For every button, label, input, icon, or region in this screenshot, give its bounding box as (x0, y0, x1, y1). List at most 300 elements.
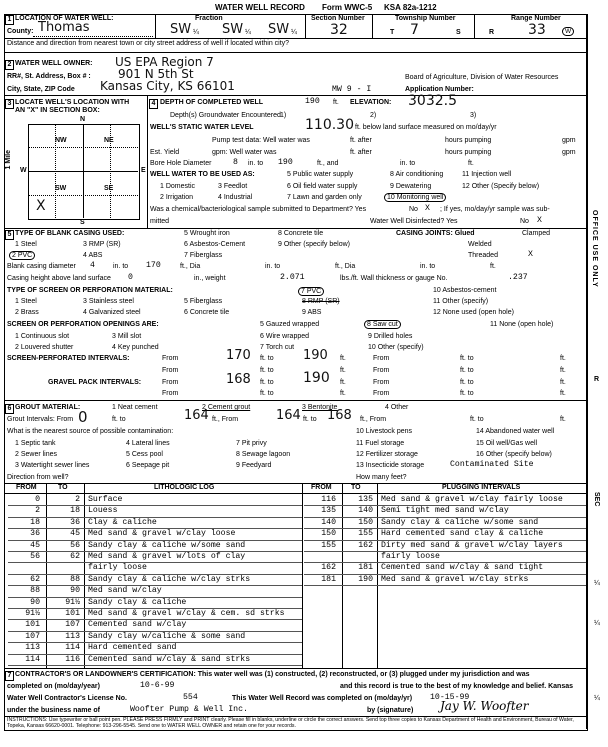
range-r: R (489, 29, 495, 36)
gravel-ft-2: ft. (560, 379, 566, 386)
litho-to-cell: 91½ (65, 597, 80, 607)
casing-diameter-label: Blank casing diameter (7, 263, 76, 270)
casing-steel[interactable]: 1 Steel (15, 241, 37, 248)
fraction-q3[interactable]: SW (268, 22, 290, 37)
opening-none[interactable]: 11 None (open hole) (490, 321, 554, 328)
litho-from-cell: 114 (25, 654, 40, 664)
plugging-intervals-header: PLUGGING INTERVALS (442, 484, 521, 491)
north-label: N (80, 116, 86, 123)
quarter-mark-2: ¼ (245, 29, 251, 36)
use-monitoring-circled[interactable]: 10 Monitoring well (384, 193, 446, 202)
gravel-from-4: From (373, 390, 390, 397)
disinfected-label: Water Well Disinfected? Yes (370, 218, 458, 225)
grout-material-label: GROUT MATERIAL: (15, 404, 81, 411)
casing-abs[interactable]: 4 ABS (83, 252, 103, 259)
address-value[interactable]: 901 N 5th St (118, 67, 194, 81)
plug-desc-cell: Cemented sand w/clay & sand tight (381, 563, 544, 573)
plug-from-cell: 135 (321, 506, 336, 516)
grout-to-value[interactable]: 164 (184, 408, 209, 423)
disinfected-x[interactable]: X (537, 216, 542, 225)
quarter-mark-1: ¼ (193, 29, 199, 36)
margin-quarter-2: ¼ (594, 620, 600, 627)
casing-wrought-iron[interactable]: 5 Wrought iron (184, 230, 230, 237)
gravel-ft-to-3: ft. to (260, 390, 274, 397)
casing-height-label: Casing height above land surface (7, 275, 111, 282)
litho-desc-cell: Cemented sand w/clay (88, 620, 187, 630)
range-label: Range Number (511, 15, 561, 22)
litho-to-cell: 2 (75, 495, 80, 504)
litho-to-cell: 36 (70, 517, 80, 527)
owner-label: WATER WELL OWNER: (15, 60, 93, 67)
casing-in-to-3: in. to (420, 263, 436, 270)
source-oil-gas[interactable]: 15 Oil well/Gas well (476, 440, 538, 447)
board-label: Board of Agriculture, Division of Water Resources (405, 74, 559, 81)
margin-quarter-3: ¼ (594, 695, 600, 702)
litho-desc-cell: Med sand & gravel w/lots of clay (88, 552, 246, 561)
pump-test-label: Pump test data: Well water was (212, 137, 310, 144)
license-number[interactable]: 554 (183, 693, 198, 702)
grout-intervals-label: Grout Intervals: From (7, 416, 74, 423)
source-fertilizer[interactable]: 12 Fertilizer storage (356, 451, 418, 458)
perf-ft-to-1: ft. to (260, 355, 274, 362)
perf-from-3: From (162, 367, 179, 374)
section-number-2: 2 (5, 60, 14, 70)
county-label: County: (7, 28, 34, 35)
static-level-label: WELL'S STATIC WATER LEVEL (150, 124, 254, 131)
mile-label: 1 Mile (5, 150, 12, 170)
gravel-from-2: From (373, 379, 390, 386)
gw-2: 2) (370, 112, 377, 119)
yield-gpm-2: gpm (562, 149, 576, 156)
litho-from-cell: 45 (30, 540, 40, 550)
county-value[interactable]: Thomas (38, 20, 90, 35)
section-number-4: 4 (149, 99, 158, 109)
screen-brass[interactable]: 2 Brass (15, 309, 39, 316)
use-irrigation[interactable]: 2 Irrigation (160, 194, 194, 201)
gravel-ft-to-1: ft. to (260, 379, 274, 386)
plug-to-cell: 135 (358, 495, 373, 504)
casing-gauge[interactable]: .237 (508, 273, 528, 282)
form-number: Form WWC-5 (322, 3, 373, 12)
litho-from-cell: 88 (30, 586, 40, 596)
litho-desc-cell: Sandy clay & caliche w/clay strks (88, 574, 251, 584)
litho-desc-cell: Clay & caliche (88, 517, 157, 527)
plug-from-header: FROM (311, 484, 332, 491)
casing-type-label: TYPE OF BLANK CASING USED: (15, 230, 125, 237)
casing-lbs-label: lbs./ft. Wall thickness or gauge No. (340, 275, 448, 282)
east-west-value: W (565, 28, 572, 35)
elevation-label: ELEVATION: (350, 99, 392, 106)
gravel-pack-label: GRAVEL PACK INTERVALS: (48, 379, 142, 386)
litho-desc-cell: Med sand & gravel w/clay & cem. sd strks (88, 609, 285, 618)
margin-quarter-1: ¼ (594, 580, 600, 587)
use-label: WELL WATER TO BE USED AS: (150, 171, 255, 178)
litho-from-cell: 90 (30, 597, 40, 607)
distance-label: Distance and direction from nearest town or city street address of well if located within city? (7, 40, 290, 47)
opening-drilled[interactable]: 9 Drilled holes (368, 333, 413, 340)
grout-ft-to: ft. to (112, 416, 126, 423)
litho-to-cell: 56 (70, 540, 80, 550)
screen-stainless[interactable]: 3 Stainless steel (83, 298, 134, 305)
litho-from-cell: 91½ (25, 609, 40, 618)
sw-label: SW (55, 185, 67, 192)
screen-concrete[interactable]: 6 Concrete tile (184, 309, 230, 316)
screen-galvanized[interactable]: 4 Galvanized steel (83, 309, 141, 316)
log-from-header: FROM (16, 484, 37, 491)
use-lawn[interactable]: 7 Lawn and garden only (287, 194, 362, 201)
plug-from-cell: 150 (321, 529, 336, 539)
elevation-value[interactable]: 3032.5 (408, 93, 457, 109)
yield-gpm: gpm: Well water was (212, 149, 277, 156)
casing-joints-label: CASING JOINTS: Glued (396, 230, 475, 237)
casing-concrete-tile[interactable]: 8 Concrete tile (278, 230, 324, 237)
litho-from-cell: 113 (25, 643, 40, 653)
source-lateral[interactable]: 4 Lateral lines (126, 440, 170, 447)
plug-from-cell: 181 (321, 574, 336, 584)
form-title: WATER WELL RECORD (215, 3, 305, 12)
section-number-5: 5 (5, 230, 14, 240)
east-west-circle[interactable] (562, 27, 574, 36)
chem-no: No (409, 206, 418, 213)
business-name-label: under the business name of (7, 707, 100, 714)
litho-to-cell: 62 (70, 552, 80, 561)
grout-from-value[interactable]: 0 (78, 408, 88, 426)
grout-cement-grout[interactable]: 2 Cement grout (202, 404, 251, 411)
joints-clamped[interactable]: Clamped (522, 230, 551, 237)
litho-to-cell: 90 (70, 586, 80, 596)
casing-asbestos[interactable]: 6 Asbestos-Cement (184, 241, 246, 248)
margin-r: R (594, 376, 600, 383)
bore-depth[interactable]: 190 (278, 158, 293, 167)
litho-desc-cell: Med sand & gravel w/clay loose (88, 529, 236, 539)
pump-after: ft. after (350, 137, 372, 144)
location-label: LOCATION OF WATER WELL: (15, 15, 114, 22)
opening-saw-cut-circled[interactable]: 8 Saw cut (364, 320, 401, 329)
pump-gpm: gpm (562, 137, 576, 144)
source-septic[interactable]: 1 Septic tank (15, 440, 56, 447)
log-row-divider (8, 562, 302, 563)
plug-to-cell: 140 (358, 506, 373, 516)
plug-to-cell: 162 (358, 540, 373, 550)
plug-from-cell: 116 (321, 495, 336, 504)
section-number-label: Section Number (311, 15, 365, 22)
opening-key-punched[interactable]: 4 Key punched (112, 344, 159, 351)
south-label: S (80, 219, 85, 226)
ksa-reference: KSA 82a-1212 (384, 3, 437, 12)
plug-desc-cell: fairly loose (381, 552, 440, 561)
how-many-feet-label: How many feet? (356, 474, 407, 481)
plug-desc-cell: Med sand & gravel w/clay fairly loose (381, 495, 563, 504)
grout-ft-from: ft., From (212, 416, 239, 423)
completed-date[interactable]: 10-6-99 (140, 681, 175, 690)
owner-value[interactable]: US EPA Region 7 (115, 55, 214, 69)
gw-1: 1) (280, 112, 287, 119)
east-label: E (141, 167, 146, 174)
application-number-label: Application Number: (405, 86, 474, 93)
casing-depth[interactable]: 170 (146, 261, 161, 270)
address-label: RR#, St. Address, Box # : (7, 73, 91, 80)
township-value[interactable]: 7 (410, 22, 419, 38)
litho-from-cell: 107 (25, 631, 40, 641)
yield-label: Est. Yield (150, 149, 180, 156)
plug-from-cell: 155 (321, 540, 336, 550)
township-t: T (390, 29, 395, 36)
true-record-text: and this record is true to the best of my knowledge and belief. Kansas (340, 683, 573, 690)
gravel-ft-to-2: ft. to (460, 379, 474, 386)
grout-ft-from-2: ft., From (360, 416, 387, 423)
source-sewer[interactable]: 2 Sewer lines (15, 451, 58, 458)
instructions-text: INSTRUCTIONS: Use typewriter or ball point pen. PLEASE PRESS FIRMLY and PRINT clearly. Please fill in blanks, underline or circle the correct answers. Send top three copies to Kansas Department of Health and Environment, Bureau of Water, Topeka, Kansas 66620-0001. Telephone: 913-296-5545. Send one to WATER WELL OWNER and retain one for your records. (7, 717, 574, 729)
west-label: W (20, 167, 27, 174)
office-use-label: OFFICE USE ONLY (591, 210, 598, 288)
grout-to-value-2[interactable]: 168 (327, 408, 352, 423)
margin-sec: SEC (593, 492, 600, 507)
use-dewatering[interactable]: 9 Dewatering (390, 183, 432, 190)
perf-from-4: From (373, 367, 390, 374)
perf-ft-1: ft. (340, 355, 346, 362)
bore-ft-2: ft. (468, 160, 474, 167)
opening-continuous[interactable]: 1 Continuous slot (15, 333, 70, 340)
groundwater-label: Depth(s) Groundwater Encountered (170, 112, 281, 119)
litho-desc-cell: Med sand w/clay (88, 586, 162, 596)
use-feedlot[interactable]: 3 Feedlot (218, 183, 248, 190)
source-insecticide[interactable]: 13 Insecticide storage (356, 462, 425, 469)
screen-steel[interactable]: 1 Steel (15, 298, 37, 305)
fraction-q1[interactable]: SW (170, 22, 192, 37)
litho-to-cell: 45 (70, 529, 80, 539)
litho-to-cell: 18 (70, 506, 80, 516)
gravel-to-value[interactable]: 190 (303, 370, 330, 386)
record-completed-date[interactable]: 10-15-99 (430, 693, 470, 702)
litho-desc-cell: Hard cemented sand (88, 643, 177, 653)
casing-ft-dia: ft., Dia (180, 263, 201, 270)
casing-diameter[interactable]: 4 (90, 261, 95, 270)
source-pit-privy[interactable]: 7 Pit privy (236, 440, 267, 447)
section-number-6: 6 (5, 404, 14, 414)
grout-bentonite[interactable]: 3 Bentonite (302, 404, 338, 411)
source-feedyard[interactable]: 9 Feedyard (236, 462, 272, 469)
locate-label: LOCATE WELL'S LOCATION WITH (15, 99, 130, 106)
casing-ft-dia-2: ft., Dia (335, 263, 356, 270)
direction-label: Direction from well? (7, 474, 69, 481)
location-x-mark[interactable]: X (36, 198, 46, 214)
use-industrial[interactable]: 4 Industrial (218, 194, 253, 201)
use-public[interactable]: 5 Public water supply (287, 171, 354, 178)
screen-pvc-circled[interactable]: 7 PVC (298, 287, 324, 296)
bore-ft-and: ft., and (317, 160, 339, 167)
use-other[interactable]: 12 Other (Specify below) (462, 183, 540, 190)
joints-threaded[interactable]: Threaded (468, 252, 498, 259)
disinfected-no: No (520, 218, 529, 225)
plug-to-cell: 150 (358, 517, 373, 527)
litho-from-cell: 101 (25, 620, 40, 630)
lithologic-log-header: LITHOLOGIC LOG (154, 484, 215, 491)
grout-ft-to-2: ft. to (303, 416, 317, 423)
township-s: S (456, 29, 461, 36)
screen-abs[interactable]: 9 ABS (302, 309, 322, 316)
screen-asbestos[interactable]: 10 Asbestos-cement (433, 287, 497, 294)
township-label: Township Number (395, 15, 456, 22)
litho-from-cell: 2 (35, 506, 40, 516)
chem-no-x[interactable]: X (425, 204, 430, 213)
gravel-ft-to-4: ft. to (460, 390, 474, 397)
perf-ft-3: ft. (340, 367, 346, 374)
fraction-label: Fraction (195, 15, 223, 22)
casing-in-to-2: in. to (265, 263, 281, 270)
bore-diameter[interactable]: 8 (233, 158, 238, 167)
static-level-value[interactable]: 110.30 (305, 117, 354, 133)
plug-desc-cell: Dirty med sand & gravel w/clay layers (381, 540, 563, 550)
range-value[interactable]: 33 (528, 22, 546, 38)
log-row-divider (304, 585, 586, 586)
source-livestock[interactable]: 10 Livestock pens (356, 428, 413, 435)
litho-from-cell: 18 (30, 517, 40, 527)
gravel-from-1: From (162, 379, 179, 386)
city-value[interactable]: Kansas City, KS 66101 (100, 79, 235, 93)
perf-from-1: From (162, 355, 179, 362)
perf-ft-to-3: ft. to (260, 367, 274, 374)
grout-from-value-2[interactable]: 164 (276, 408, 301, 423)
opening-mill-slot[interactable]: 3 Mill slot (112, 333, 142, 340)
locate-label-2: AN "X" IN SECTION BOX: (15, 107, 100, 114)
screen-fiberglass[interactable]: 5 Fiberglass (184, 298, 223, 305)
contamination-value[interactable]: Contaminated Site (450, 460, 534, 469)
casing-height[interactable]: 0 (128, 273, 133, 282)
plug-from-cell: 162 (321, 563, 336, 573)
plug-desc-cell: Sandy clay & caliche w/some sand (381, 517, 539, 527)
gravel-ft-4: ft. (560, 390, 566, 397)
source-cess[interactable]: 5 Cess pool (126, 451, 163, 458)
signature-label: by (signature) (367, 707, 414, 714)
gravel-from-value[interactable]: 168 (226, 372, 251, 387)
casing-pvc-circled[interactable]: 2 PVC (9, 251, 35, 260)
gravel-ft-1: ft. (340, 379, 346, 386)
perf-ft-2: ft. (560, 355, 566, 362)
log-to-header: TO (58, 484, 68, 491)
gw-3: 3) (470, 112, 477, 119)
depth-value[interactable]: 190 (305, 97, 320, 106)
static-level-note: ft. below land surface measured on mo/day/yr (355, 124, 497, 131)
record-completed-label: This Water Well Record was completed on (mo/day/yr) (232, 695, 413, 702)
litho-from-cell: 36 (30, 529, 40, 539)
screen-type-label: TYPE OF SCREEN OR PERFORATION MATERIAL: (7, 287, 173, 294)
gravel-ft-3: ft. (340, 390, 346, 397)
perf-from-2: From (373, 355, 390, 362)
license-label: Water Well Contractor's License No. (7, 695, 127, 702)
litho-from-cell: 0 (35, 495, 40, 504)
source-lagoon[interactable]: 8 Sewage lagoon (236, 451, 291, 458)
log-row-divider (8, 665, 302, 666)
openings-label: SCREEN OR PERFORATION OPENINGS ARE: (7, 321, 159, 328)
bore-label: Bore Hole Diameter (150, 160, 212, 167)
perf-to-value[interactable]: 190 (303, 348, 328, 363)
opening-louvered[interactable]: 2 Louvered shutter (15, 344, 74, 351)
depth-ft: ft. (333, 99, 339, 106)
opening-wire[interactable]: 6 Wire wrapped (260, 333, 310, 340)
log-row-divider (304, 551, 586, 552)
joints-welded[interactable]: Welded (468, 241, 492, 248)
chem-sample-label: Was a chemical/bacteriological sample submitted to Department? Yes (150, 206, 367, 213)
source-watertight[interactable]: 3 Watertight sewer lines (15, 462, 90, 469)
contamination-label: What is the nearest source of possible contamination: (7, 428, 174, 435)
joints-threaded-x[interactable]: X (528, 250, 533, 259)
fraction-q2[interactable]: SW (222, 22, 244, 37)
opening-gauzed[interactable]: 5 Gauzed wrapped (260, 321, 320, 328)
litho-desc-cell: Surface (88, 495, 123, 504)
use-domestic[interactable]: 1 Domestic (160, 183, 196, 190)
plug-desc-cell: Semi tight med sand w/clay (381, 506, 509, 516)
depth-label: DEPTH OF COMPLETED WELL (160, 99, 264, 106)
screen-rmp[interactable]: 8 RMP (SR) (302, 298, 340, 305)
grout-ft: ft. (560, 416, 566, 423)
plug-to-cell: 181 (358, 563, 373, 573)
plug-desc-cell: Hard cemented sand clay & caliche (381, 529, 544, 539)
section-number-3: 3 (5, 99, 14, 109)
plug-desc-cell: Med sand & gravel w/clay strks (381, 574, 529, 584)
litho-to-cell: 114 (65, 643, 80, 653)
casing-other[interactable]: 9 Other (specify below) (278, 241, 350, 248)
signature[interactable]: Jay W. Woofter (440, 699, 529, 713)
perf-ft-to-4: ft. to (460, 367, 474, 374)
litho-desc-cell: Sandy clay w/caliche & some sand (88, 631, 246, 641)
completed-label: completed on (mo/day/year) (7, 683, 100, 690)
grout-other[interactable]: 4 Other (385, 404, 409, 411)
use-air-conditioning[interactable]: 8 Air conditioning (390, 171, 444, 178)
use-oil-field[interactable]: 6 Oil field water supply (287, 183, 358, 190)
bore-in-to: in. to (248, 160, 264, 167)
casing-ft-3: ft. (490, 263, 496, 270)
use-injection[interactable]: 11 Injection well (462, 171, 512, 178)
grout-neat-cement[interactable]: 1 Neat cement (112, 404, 158, 411)
quarter-mark-3: ¼ (291, 29, 297, 36)
litho-desc-cell: Louess (88, 506, 118, 516)
casing-weight[interactable]: 2.071 (280, 273, 305, 282)
litho-from-cell: 62 (30, 574, 40, 584)
se-label: SE (104, 185, 114, 192)
litho-to-cell: 88 (70, 574, 80, 584)
litho-desc-cell: Cemented sand w/clay & sand strks (88, 654, 251, 664)
plug-to-cell: 190 (358, 574, 373, 584)
perf-from-value[interactable]: 170 (226, 348, 251, 363)
source-abandoned[interactable]: 14 Abandoned water well (476, 428, 555, 435)
perf-ft-4: ft. (560, 367, 566, 374)
plug-from-cell: 140 (321, 517, 336, 527)
certification-text: CONTRACTOR'S OR LANDOWNER'S CERTIFICATION: This water well was (1) constructed, (2) reconstructed, or (3) plugged under my jurisdiction and was (15, 671, 530, 678)
litho-to-cell: 101 (65, 609, 80, 618)
plug-to-cell: 155 (358, 529, 373, 539)
section-value[interactable]: 32 (330, 22, 348, 38)
pump-hours: hours pumping (445, 137, 492, 144)
plug-to-header: TO (351, 484, 361, 491)
litho-desc-cell: fairly loose (88, 563, 147, 573)
casing-fiberglass[interactable]: 7 Fiberglass (184, 252, 223, 259)
chem-if-yes: ; If yes, mo/day/yr sample was sub- (440, 206, 550, 213)
perforated-intervals-label: SCREEN-PERFORATED INTERVALS: (7, 355, 130, 362)
source-other[interactable]: 16 Other (specify below) (476, 451, 552, 458)
opening-torch[interactable]: 7 Torch cut (260, 344, 295, 351)
screen-other[interactable]: 11 Other (specify) (433, 298, 489, 305)
yield-after: ft. after (350, 149, 372, 156)
source-seepage[interactable]: 6 Seepage pit (126, 462, 170, 469)
casing-rmp[interactable]: 3 RMP (SR) (83, 241, 121, 248)
screen-none[interactable]: 12 None used (open hole) (433, 309, 514, 316)
source-fuel[interactable]: 11 Fuel storage (356, 440, 405, 447)
business-name[interactable]: Woofter Pump & Well Inc. (130, 705, 248, 714)
nw-label: NW (55, 137, 67, 144)
opening-other[interactable]: 10 Other (specify) (368, 344, 424, 351)
monitoring-well-id[interactable]: MW 9 - I (332, 85, 372, 94)
litho-to-cell: 116 (65, 654, 80, 664)
